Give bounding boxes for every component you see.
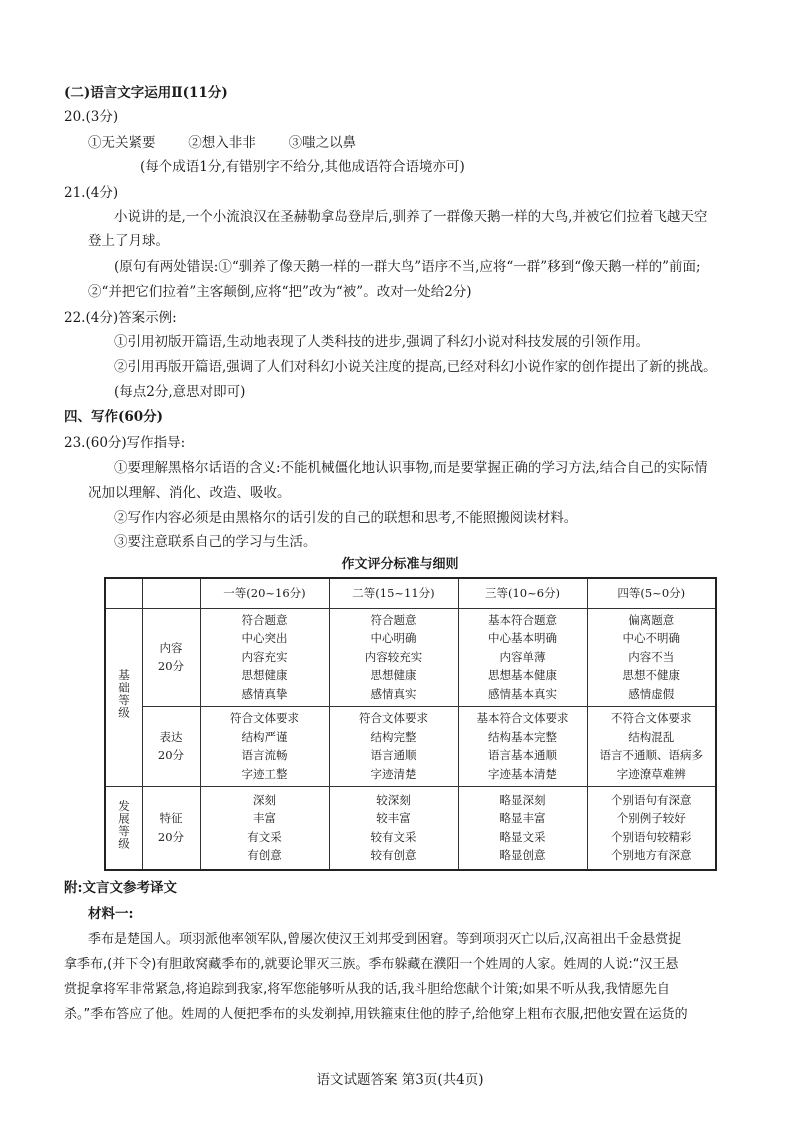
rubric-header-row [105, 578, 716, 608]
section4-title: 四、写作(60分) [64, 409, 164, 425]
cell-line: 中心基本明确 [488, 631, 557, 646]
q22-note: (每点2分,意思对即可) [114, 384, 246, 400]
criterion-points: 20分 [157, 748, 185, 762]
cell-line: 语言流畅 [241, 748, 288, 762]
cell-line: 语言通顺 [370, 748, 417, 762]
q21-note1: (原句有两处错误:①“驯养了像天鹅一样的一群大鸟”语序不当,应将“一群”移到“像天鹅一样的”前面; [114, 259, 701, 275]
rubric-table [104, 577, 717, 871]
rubric-cell [200, 608, 329, 706]
cell-line: 思想不健康 [622, 668, 680, 683]
q20-answer-1: ①无关紧要 [88, 135, 156, 151]
cell-line: 结构完整 [370, 729, 417, 744]
cell-line: 字迹工整 [241, 766, 288, 781]
cell-line: 感情虚假 [628, 686, 675, 701]
cell-line: 感情真实 [370, 686, 417, 701]
rubric-cell [329, 786, 458, 870]
rubric-row-content [105, 608, 716, 706]
rubric-cell [587, 786, 716, 870]
appendix-title: 附:文言文参考译文 [64, 880, 177, 896]
q20-answer-3: ③嗤之以鼻 [288, 135, 357, 151]
grade-header-4: 四等(5~0分) [587, 578, 716, 608]
cell-line: 字迹基本清楚 [488, 766, 557, 781]
cell-line: 符合文体要求 [230, 711, 299, 725]
cell-line: 结构混乱 [628, 729, 675, 744]
cell-line: 深刻 [253, 792, 276, 807]
cell-line: 个别语句较精彩 [611, 829, 692, 844]
grade-header-3: 三等(10~6分) [458, 578, 587, 608]
cell-line: 内容不当 [628, 649, 675, 664]
cell-line: 符合文体要求 [359, 711, 428, 725]
cell-line: 丰富 [253, 811, 276, 826]
q21-label: 21.(4分) [64, 185, 119, 201]
develop-level-cell [105, 786, 142, 870]
cell-line: 符合题意 [370, 612, 417, 627]
translation-line-3: 赏捉拿将军非常紧急,将追踪到我家,将军您能够听从我的话,我斗胆给您献个计策;如果不听从我,我情愿先自 [64, 982, 670, 997]
criterion-feature [142, 786, 200, 870]
q22-answer2: ②引用再版开篇语,强调了人们对科幻小说关注度的提高,已经对科幻小说作家的创作提出了新的挑战。 [114, 359, 717, 375]
rubric-cell [458, 786, 587, 870]
cell-line: 内容充实 [241, 649, 288, 664]
criterion-points: 20分 [157, 659, 185, 673]
cell-line: 字迹潦草难辨 [616, 766, 686, 781]
rubric-title: 作文评分标准与细则 [341, 557, 459, 572]
cell-line: 个别例子较好 [616, 811, 686, 826]
cell-line: 符合题意 [241, 612, 288, 627]
rubric-cell [200, 706, 329, 786]
q23-point3: ③要注意联系自己的学习与生活。 [114, 534, 317, 550]
page-footer: 语文试题答案 第3页(共4页) [316, 1072, 484, 1088]
cell-line: 结构基本完整 [488, 729, 557, 744]
cell-line: 略显文采 [499, 829, 546, 844]
cell-line: 个别地方有深意 [611, 848, 692, 863]
rubric-cell [329, 706, 458, 786]
rubric-corner [105, 578, 142, 608]
cell-line: 感情真挚 [241, 686, 288, 701]
cell-line: 较丰富 [376, 811, 411, 826]
basic-level-label: 基础等级 [117, 669, 131, 720]
develop-level-label: 发展等级 [117, 800, 131, 850]
cell-line: 有创意 [247, 848, 282, 863]
q20-answers [88, 134, 356, 152]
cell-line: 语言基本通顺 [488, 748, 557, 762]
cell-line: 内容较充实 [364, 649, 423, 664]
q22-answer1: ①引用初版开篇语,生动地表现了人类科技的进步,强调了科幻小说对科技发展的引领作用。 [114, 334, 650, 350]
cell-line: 基本符合题意 [488, 612, 557, 627]
cell-line: 语言不通顺、语病多 [599, 748, 703, 762]
criterion-points: 20分 [157, 829, 185, 844]
translation-line-1: 季布是楚国人。项羽派他率领军队,曾屡次使汉王刘邦受到困窘。等到项羽灭亡以后,汉高祖出千金悬赏捉 [88, 932, 682, 947]
cell-line: 基本符合文体要求 [476, 711, 569, 725]
grade-header-1: 一等(20~16分) [200, 578, 329, 608]
q20-note: (每个成语1分,有错别字不给分,其他成语符合语境亦可) [140, 159, 465, 175]
q20-answer-2: ②想入非非 [188, 135, 256, 151]
cell-line: 略显创意 [499, 848, 546, 863]
criterion-expression [142, 706, 200, 786]
cell-line: 思想健康 [241, 668, 288, 683]
cell-line: 较深刻 [376, 792, 411, 807]
cell-line: 较有创意 [370, 848, 417, 863]
cell-line: 较有文采 [370, 829, 417, 844]
cell-line: 思想基本健康 [488, 668, 557, 683]
q23-point1-line1: ①要理解黑格尔话语的含义:不能机械僵化地认识事物,而是要掌握正确的学习方法,结合自己的实际情 [114, 460, 708, 476]
material-1-label: 材料一: [88, 906, 134, 922]
q23-point1-line2: 况加以理解、消化、改造、吸收。 [88, 485, 291, 501]
cell-line: 内容单薄 [499, 649, 546, 664]
cell-line: 不符合文体要求 [611, 711, 692, 725]
cell-line: 中心明确 [370, 631, 417, 646]
translation-line-2: 拿季布,(并下令)有胆敢窝藏季布的,就要论罪灭三族。季布躲藏在濮阳一个姓周的人家。姓周的人说:“汉王悬 [64, 957, 679, 972]
cell-line: 思想健康 [370, 668, 417, 683]
cell-line: 有文采 [247, 829, 282, 844]
criterion-name: 表达 [159, 729, 183, 744]
q23-point2: ②写作内容必须是由黑格尔的话引发的自己的联想和思考,不能照搬阅读材料。 [114, 510, 578, 526]
basic-level-cell [105, 608, 142, 786]
rubric-row-expression [105, 706, 716, 786]
section2-title: (二)语言文字运用Ⅱ(11分) [64, 85, 228, 101]
rubric-corner-2 [142, 578, 200, 608]
cell-line: 结构严谨 [241, 729, 288, 744]
q22-label: 22.(4分)答案示例: [64, 310, 177, 326]
rubric-cell [587, 608, 716, 706]
q20-label: 20.(3分) [64, 109, 119, 125]
q21-note2: ②“并把它们拉着”主客颠倒,应将“把”改为“被”。改对一处给2分) [88, 284, 472, 300]
criterion-content [142, 608, 200, 706]
cell-line: 中心突出 [241, 631, 288, 646]
translation-line-4: 杀。”季布答应了他。姓周的人便把季布的头发剃掉,用铁箍束住他的脖子,给他穿上粗布衣服,把他安置在运货的 [64, 1007, 688, 1022]
cell-line: 偏离题意 [628, 612, 675, 627]
cell-line: 感情基本真实 [488, 686, 557, 701]
cell-line: 中心不明确 [622, 631, 680, 646]
rubric-cell [458, 608, 587, 706]
rubric-cell [200, 786, 329, 870]
rubric-cell [329, 608, 458, 706]
q21-line2: 登上了月球。 [88, 233, 169, 249]
rubric-cell [458, 706, 587, 786]
cell-line: 字迹清楚 [370, 766, 417, 781]
rubric-cell [587, 706, 716, 786]
criterion-name: 特征 [159, 811, 183, 826]
q21-line1: 小说讲的是,一个小流浪汉在圣赫勒拿岛登岸后,驯养了一群像天鹅一样的大鸟,并被它们拉着飞越天空 [114, 209, 708, 225]
cell-line: 略显深刻 [499, 792, 546, 807]
cell-line: 略显丰富 [499, 811, 546, 826]
cell-line: 个别语句有深意 [611, 792, 692, 807]
criterion-name: 内容 [159, 640, 183, 655]
rubric-row-feature [105, 786, 716, 870]
grade-header-2: 二等(15~11分) [329, 578, 458, 608]
q23-label: 23.(60分)写作指导: [64, 435, 186, 451]
